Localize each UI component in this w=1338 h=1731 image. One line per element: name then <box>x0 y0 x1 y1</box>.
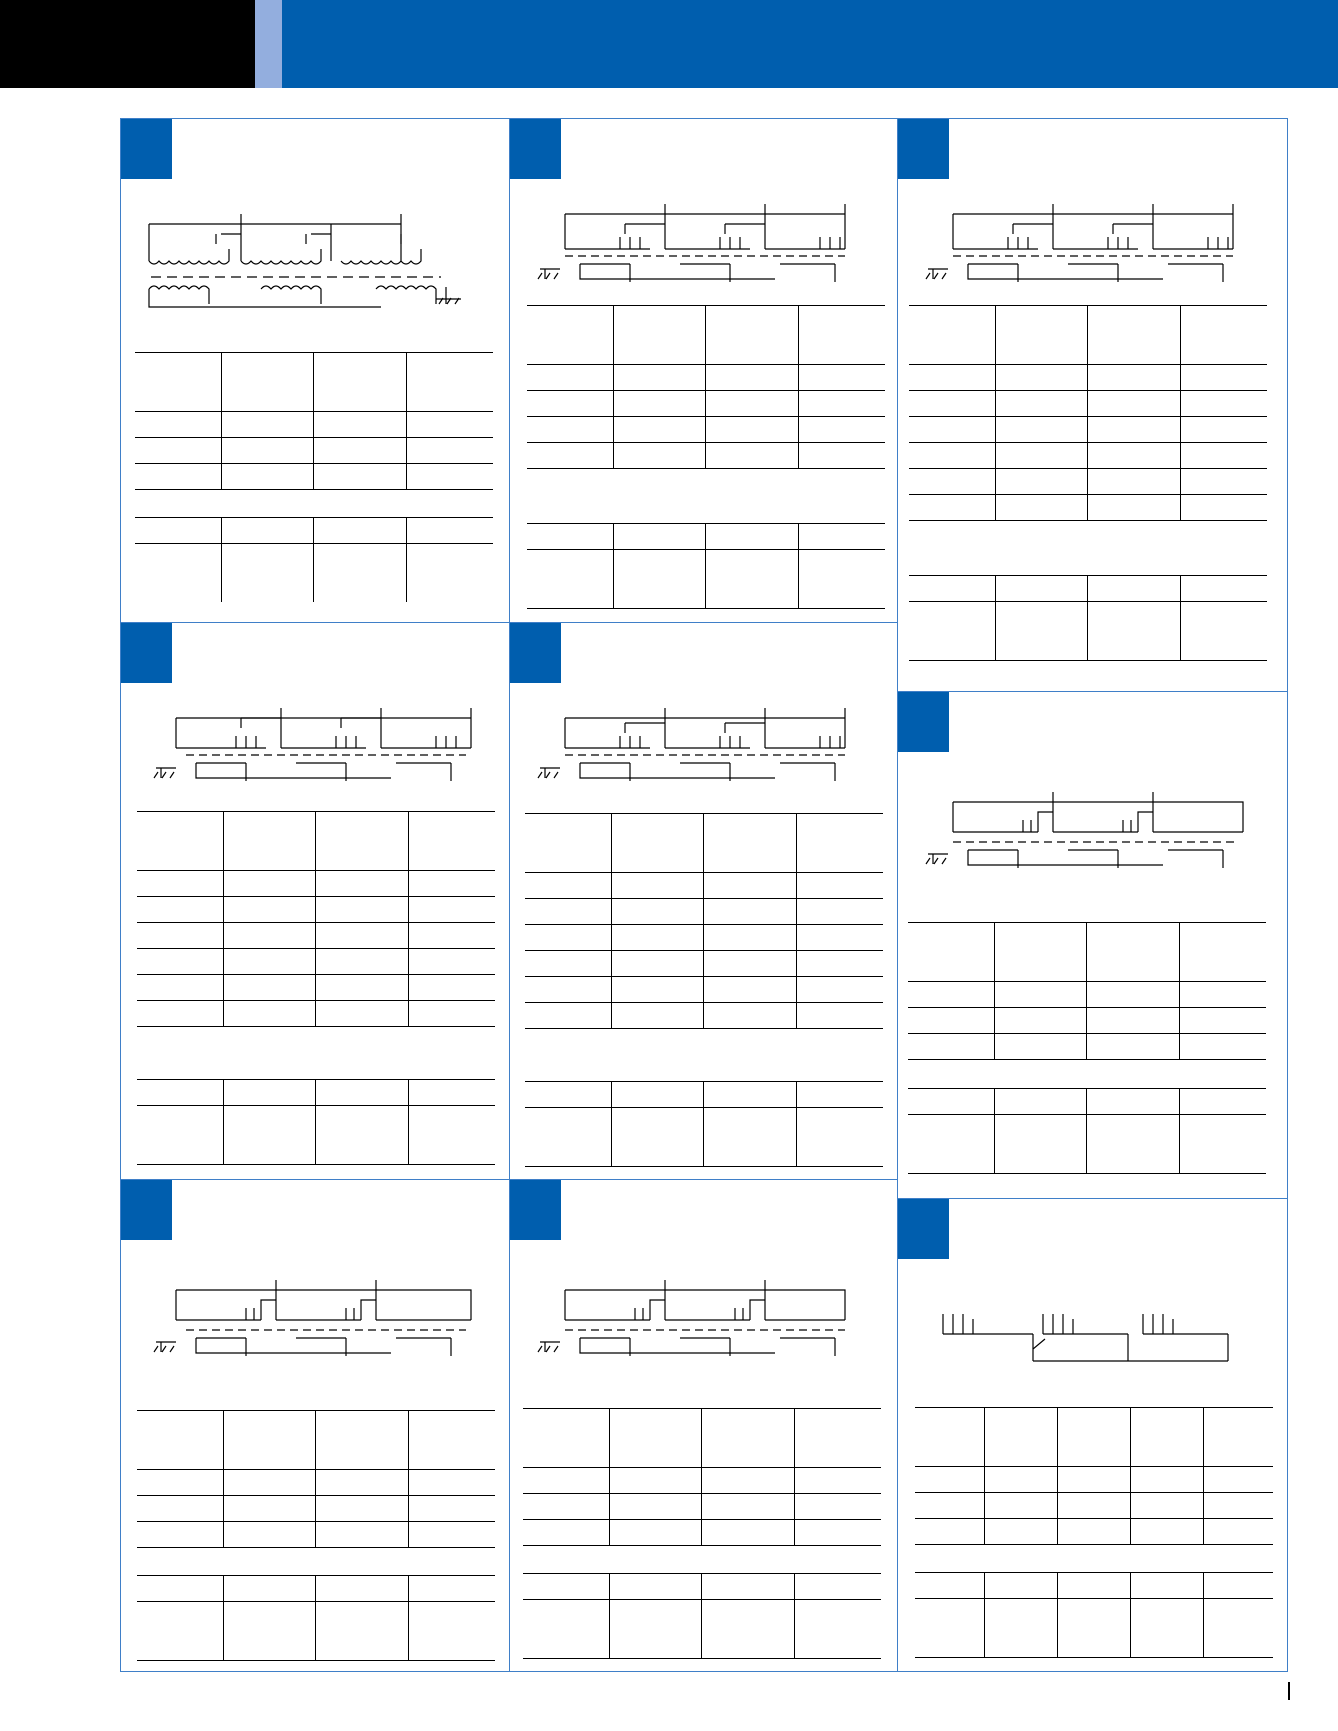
panel-tag <box>121 119 172 179</box>
data-table-lower <box>525 1081 883 1167</box>
page-number-marker <box>1288 1682 1290 1700</box>
wiring-diagram <box>535 1280 875 1370</box>
panel-tag <box>898 1199 949 1259</box>
data-table-lower <box>135 517 493 602</box>
data-table-lower <box>909 575 1267 661</box>
panel-5 <box>509 622 898 1180</box>
panel-tag <box>510 119 561 179</box>
data-table-lower <box>915 1572 1273 1658</box>
header-black-block <box>0 0 255 88</box>
wiring-diagram <box>938 1309 1258 1369</box>
panel-1 <box>120 118 510 623</box>
wiring-diagram <box>141 209 501 319</box>
panel-4 <box>120 622 510 1180</box>
data-table-lower <box>137 1575 495 1661</box>
wiring-diagram <box>923 204 1263 294</box>
panel-6 <box>897 691 1288 1199</box>
data-table-lower <box>527 523 885 609</box>
data-table-lower <box>908 1088 1266 1174</box>
panel-2 <box>509 118 898 623</box>
data-table-upper <box>527 305 885 469</box>
wiring-diagram <box>535 204 875 294</box>
panel-tag <box>510 623 561 683</box>
data-table-lower <box>523 1573 881 1659</box>
panel-tag <box>898 692 949 752</box>
header-blue-bar <box>282 0 1338 88</box>
data-table-lower <box>137 1079 495 1165</box>
data-table-upper <box>525 813 883 1029</box>
panel-tag <box>121 623 172 683</box>
wiring-diagram <box>923 792 1263 882</box>
panel-tag <box>898 119 949 179</box>
panel-7 <box>120 1179 510 1672</box>
data-table-upper <box>137 811 495 1027</box>
wiring-diagram <box>151 1280 491 1370</box>
panel-3 <box>897 118 1288 692</box>
data-table-upper <box>135 352 493 490</box>
wiring-diagram <box>151 703 491 793</box>
data-table-upper <box>523 1408 881 1546</box>
panel-8 <box>509 1179 898 1672</box>
data-table-upper <box>137 1410 495 1548</box>
data-table-upper <box>915 1407 1273 1545</box>
wiring-diagram <box>535 703 875 793</box>
panel-tag <box>121 1180 172 1240</box>
data-table-upper <box>909 305 1267 521</box>
panel-tag <box>510 1180 561 1240</box>
header-light-stripe <box>255 0 282 88</box>
panel-9 <box>897 1198 1288 1672</box>
data-table-upper <box>908 922 1266 1060</box>
